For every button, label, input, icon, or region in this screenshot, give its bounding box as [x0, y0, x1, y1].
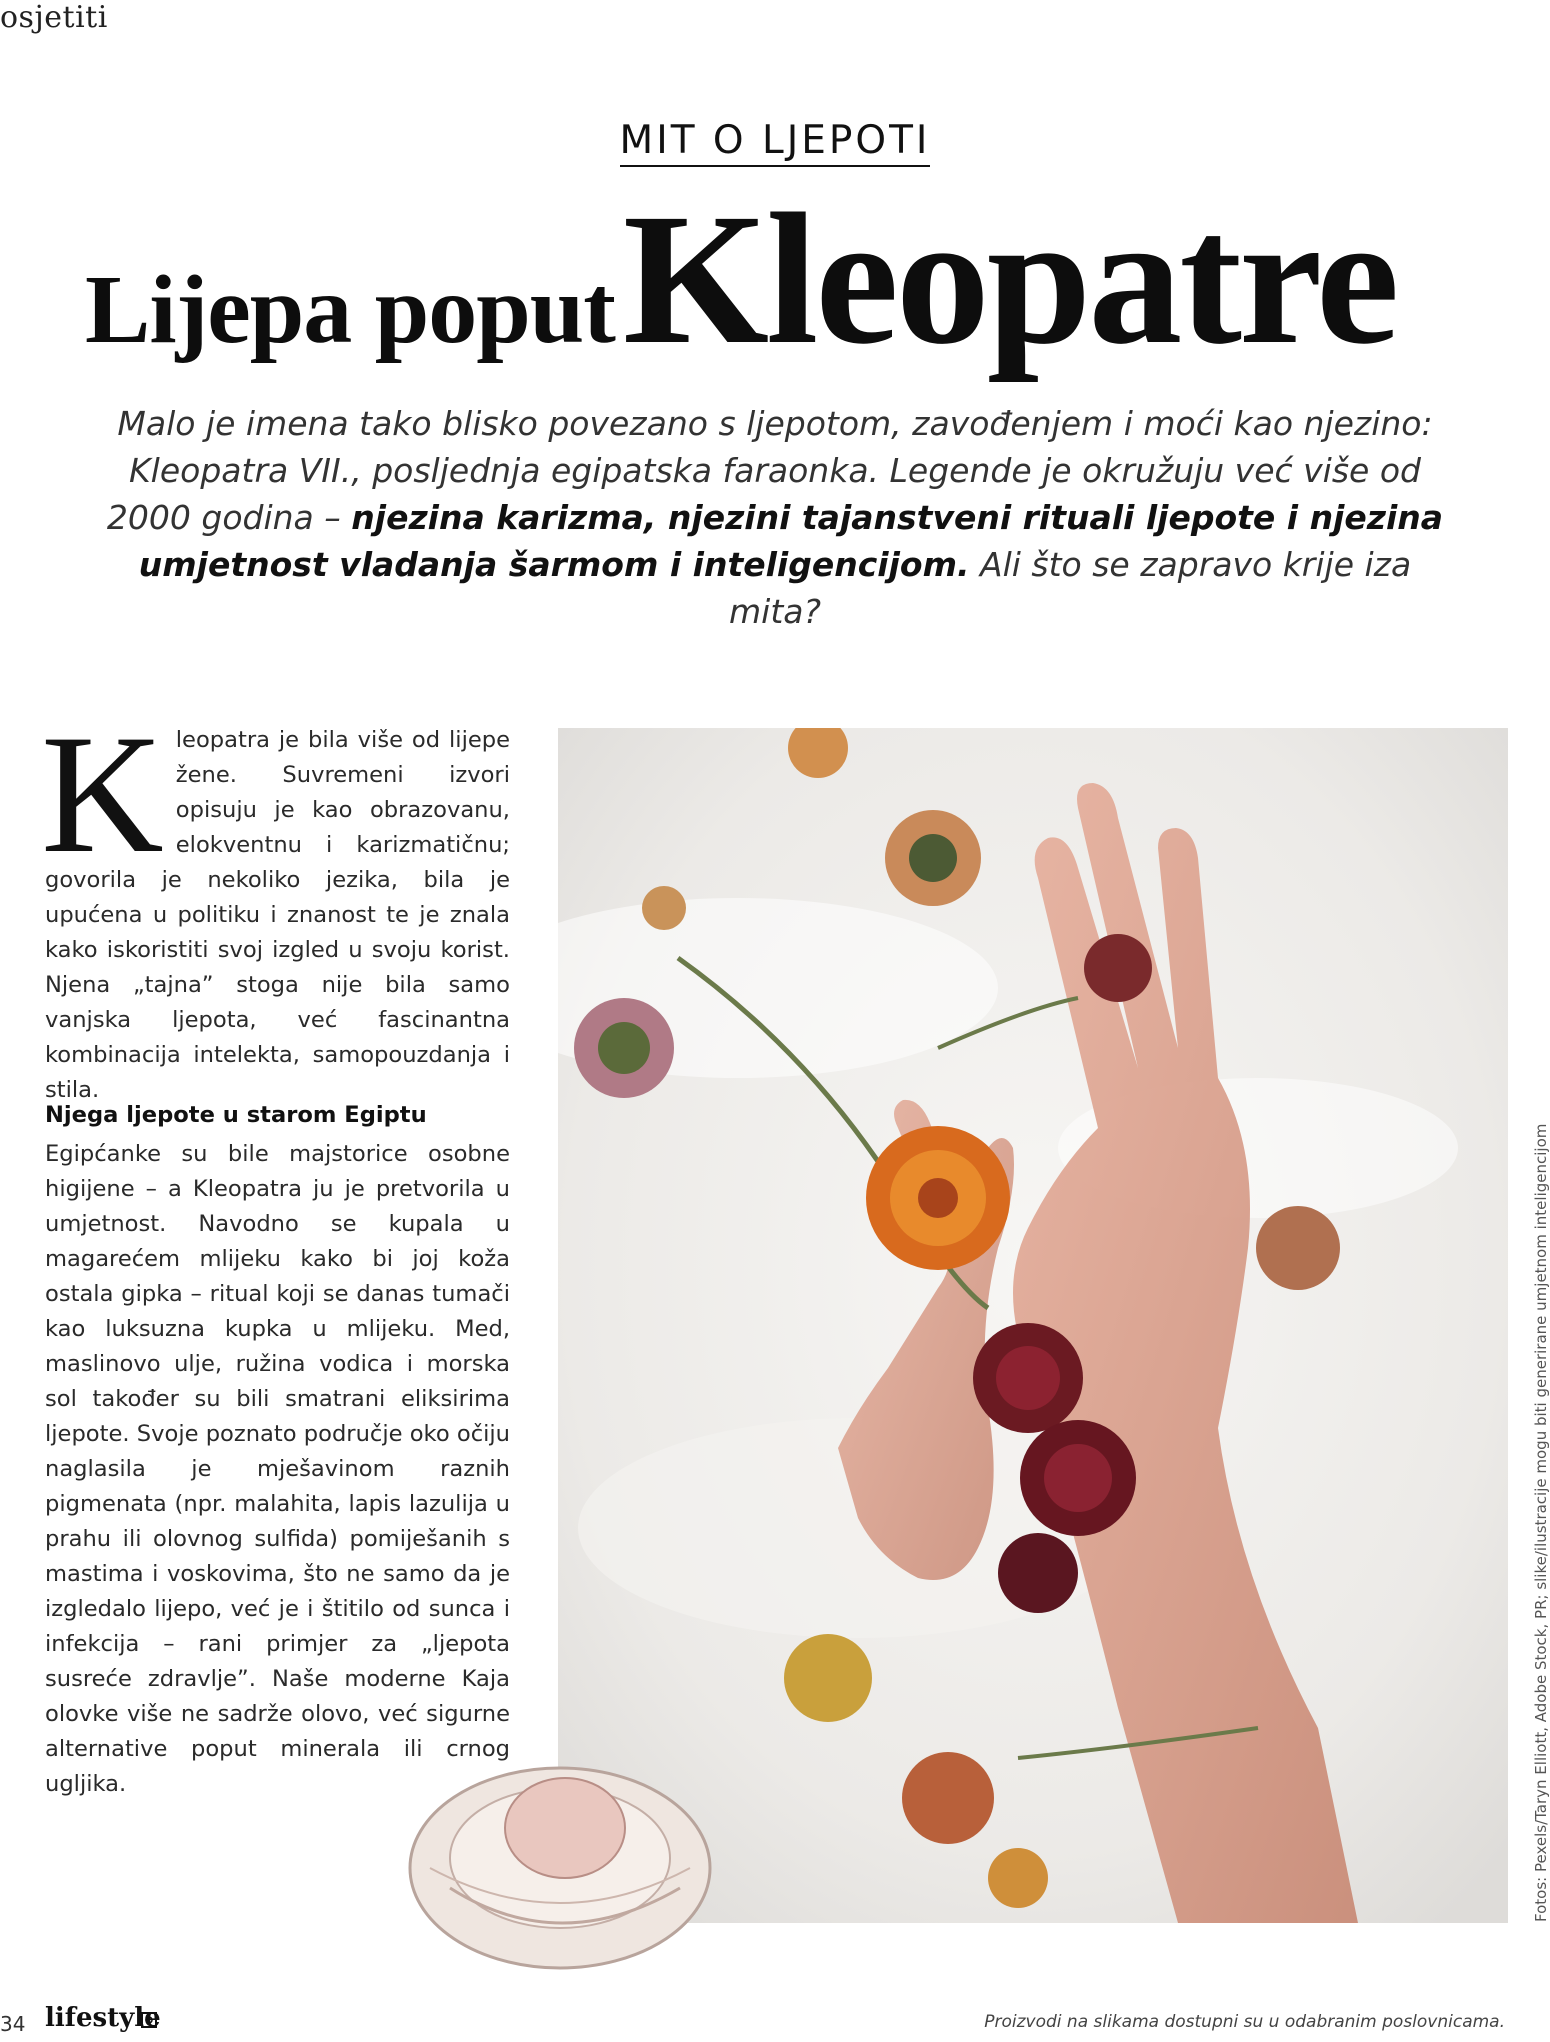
article-lead — [95, 400, 1455, 635]
drop-cap: K — [41, 700, 164, 888]
magazine-brand: lifestyle — [45, 2003, 161, 2033]
orange-flower — [866, 1126, 1010, 1270]
paragraph-1-text: leopatra je bila više od lijepe žene. Suvremeni izvori opisuju je kao obrazovanu, elokventnu i karizmatičnu; govorila je nekoliko jezika, bila je upućena u politiku i znanost te je znala kako iskoristiti svoj izgled u svoju korist. Njena „tajna” stoga nije bila samo vanjska ljepota, već fascinantna kombinacija intelekta, samopouzdanja i stila. — [45, 727, 510, 1103]
section-label — [0, 0, 108, 35]
lead-end-text: Ali što se zapravo krije iza mita? — [729, 545, 1412, 631]
article-kicker — [0, 118, 1550, 163]
lead-text: Malo je imena tako blisko povezano s ljepotom, zavođenjem i moći kao njezino: Kleopatra VII., posljednja egipatska faraonka. Legende je okružuju već više od 2000 godina – — [106, 404, 1433, 537]
lead-bold-text: njezina karizma, njezini tajanstveni rituali ljepote i njezina umjetnost vladanja šarmom i inteligencijom. — [138, 498, 1444, 584]
article-title — [85, 170, 1396, 387]
body-paragraph-1 — [41, 700, 510, 1108]
pink-flower — [574, 998, 674, 1098]
section-subheading: Njega ljepote u starom Egiptu — [45, 1102, 427, 1128]
kicker-text: MIT O LJEPOTI — [620, 118, 931, 167]
body-paragraph-2 — [45, 1137, 510, 1802]
title-small: Lijepa poput — [85, 256, 615, 364]
section-name: osjetiti — [0, 0, 108, 35]
brand-square-icon — [140, 2011, 158, 2029]
footer-note: Proizvodi na slikama dostupni su u odabranim poslovnicama. — [984, 2012, 1505, 2032]
nest-illustration — [390, 1718, 730, 1978]
title-big: Kleopatre — [622, 174, 1397, 383]
page-number: 34 — [0, 2012, 26, 2036]
photo-credit: Fotos: Pexels/Taryn Elliott, Adobe Stock, PR; slike/ilustracije mogu biti generirane umjetnom inteligencijom — [1532, 1123, 1550, 1922]
paragraph-2-text: Egipćanke su bile majstorice osobne higijene – a Kleopatra ju je pretvorila u umjetnost. Navodno se kupala u magarećem mlijeku kako bi joj koža ostala gipka – ritual koji se danas tumači kao luksuzna kupka u mlijeku. Med, maslinovo ulje, ružina vodica i morska sol također su bili smatrani eliksirima ljepote. Svoje poznato područje oko očiju naglasila je mješavinom raznih pigmenata (npr. malahita, lapis lazulija u prahu ili olovnog sulfida) pomiješanih s mastima i voskovima, što ne samo da je izgledalo lijepo, već je i štitilo od sunca i infekcija – rani primjer za „ljepota susreće zdravlje”. Naše moderne Kaja olovke više ne sadrže olovo, već sigurne alternative poput minerala ili crnog ugljika. — [45, 1141, 510, 1797]
